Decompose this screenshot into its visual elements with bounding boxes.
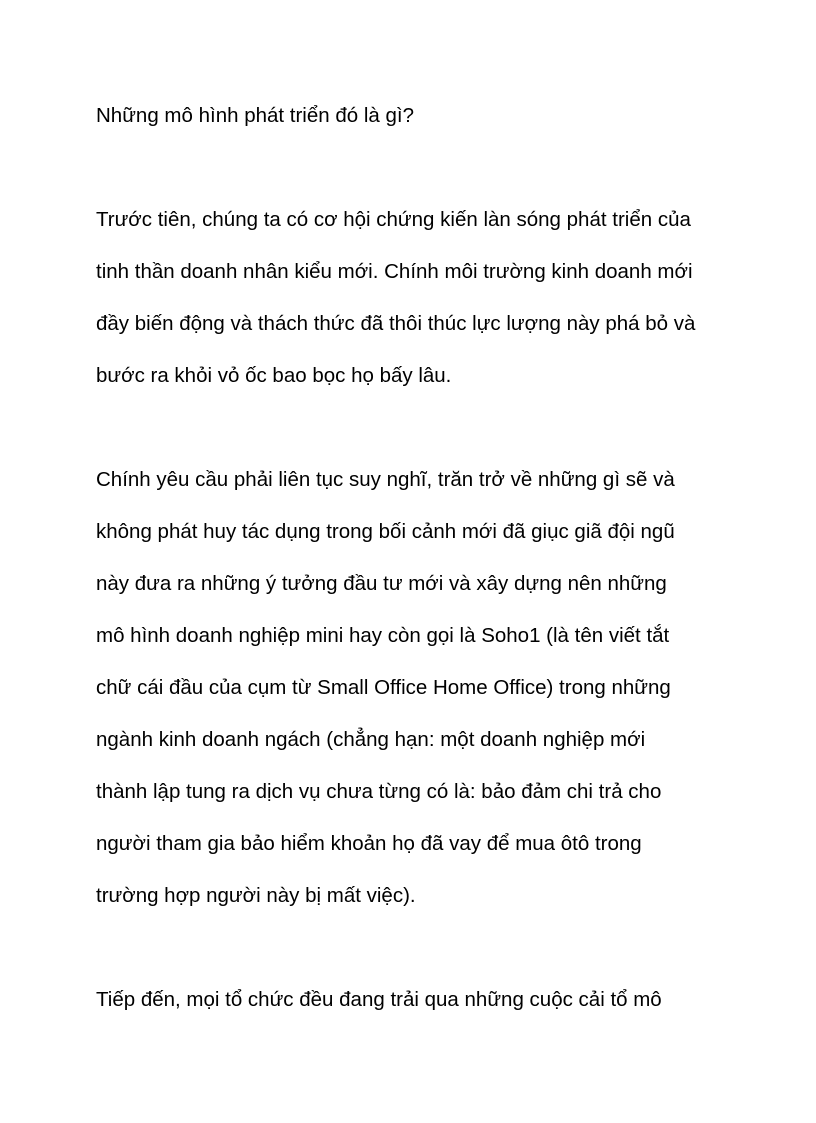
paragraph-3-line-1: Tiếp đến, mọi tổ chức đều đang trải qua những cuộc cải tổ mô: [96, 988, 662, 1011]
heading: Những mô hình phát triển đó là gì?: [96, 104, 415, 127]
paragraph-2-line-8: người tham gia bảo hiểm khoản họ đã vay để mua ôtô trong: [96, 832, 642, 855]
paragraph-2-line-9: trường hợp người này bị mất việc).: [96, 884, 416, 907]
paragraph-1-line-3: đầy biến động và thách thức đã thôi thúc lực lượng này phá bỏ và: [96, 312, 696, 335]
paragraph-2-line-6: ngành kinh doanh ngách (chẳng hạn: một doanh nghiệp mới: [96, 728, 646, 751]
paragraph-2-line-7: thành lập tung ra dịch vụ chưa từng có là: bảo đảm chi trả cho: [96, 780, 662, 803]
paragraph-1-line-4: bước ra khỏi vỏ ốc bao bọc họ bấy lâu.: [96, 364, 452, 387]
paragraph-1-line-1: Trước tiên, chúng ta có cơ hội chứng kiến làn sóng phát triển của: [96, 208, 691, 231]
paragraph-2-line-3: này đưa ra những ý tưởng đầu tư mới và xây dựng nên những: [96, 572, 667, 595]
paragraph-1-line-2: tinh thần doanh nhân kiểu mới. Chính môi trường kinh doanh mới: [96, 260, 693, 283]
paragraph-2-line-5: chữ cái đầu của cụm từ Small Office Home Office) trong những: [96, 676, 671, 699]
paragraph-2-line-2: không phát huy tác dụng trong bối cảnh mới đã giục giã đội ngũ: [96, 520, 675, 543]
paragraph-2-line-4: mô hình doanh nghiệp mini hay còn gọi là Soho1 (là tên viết tắt: [96, 624, 670, 647]
paragraph-2-line-1: Chính yêu cầu phải liên tục suy nghĩ, trăn trở về những gì sẽ và: [96, 468, 675, 491]
